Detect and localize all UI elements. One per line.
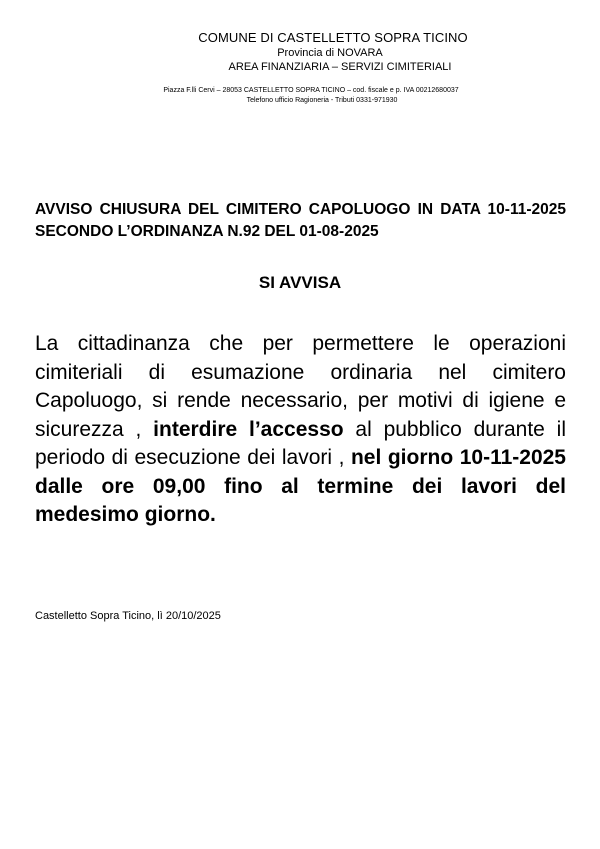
phone-line: Telefono ufficio Ragioneria - Tributi 0331-971930 <box>246 97 398 104</box>
body-text-part: La cittadinanza che per permettere le operazioni cimiteriali di esumazione ordinaria nel cimitero Capoluogo, si rende necessario, per motivi di igiene e sicurezza , <box>35 332 566 441</box>
body-text-emphasis: nel giorno 10-11-2025 dalle ore 09,00 fino al termine dei lavori del medesimo giorno. <box>35 446 566 526</box>
body-text-emphasis: interdire l’accesso <box>153 417 344 441</box>
place-date: Castelletto Sopra Ticino, lì 20/10/2025 <box>35 610 221 622</box>
notice-body <box>35 330 566 530</box>
department-area: AREA FINANZIARIA – SERVIZI CIMITERIALI <box>228 61 452 73</box>
province-name: Provincia di NOVARA <box>277 47 383 59</box>
municipality-name: COMUNE DI CASTELLETTO SOPRA TICINO <box>198 30 468 45</box>
notice-heading: SI AVVISA <box>258 273 342 292</box>
body-text-part: al pubblico durante il periodo di esecuzione dei lavori , <box>35 417 566 469</box>
address-line: Piazza F.lli Cervi – 28053 CASTELLETTO SOPRA TICINO – cod. fiscale e p. IVA 00212680037 <box>163 87 459 94</box>
letterhead <box>0 30 600 75</box>
notice-title: AVVISO CHIUSURA DEL CIMITERO CAPOLUOGO IN DATA 10-11-2025 SECONDO L’ORDINANZA N.92 DEL 01-08-2025 <box>35 201 566 240</box>
letterhead-address <box>0 86 600 106</box>
